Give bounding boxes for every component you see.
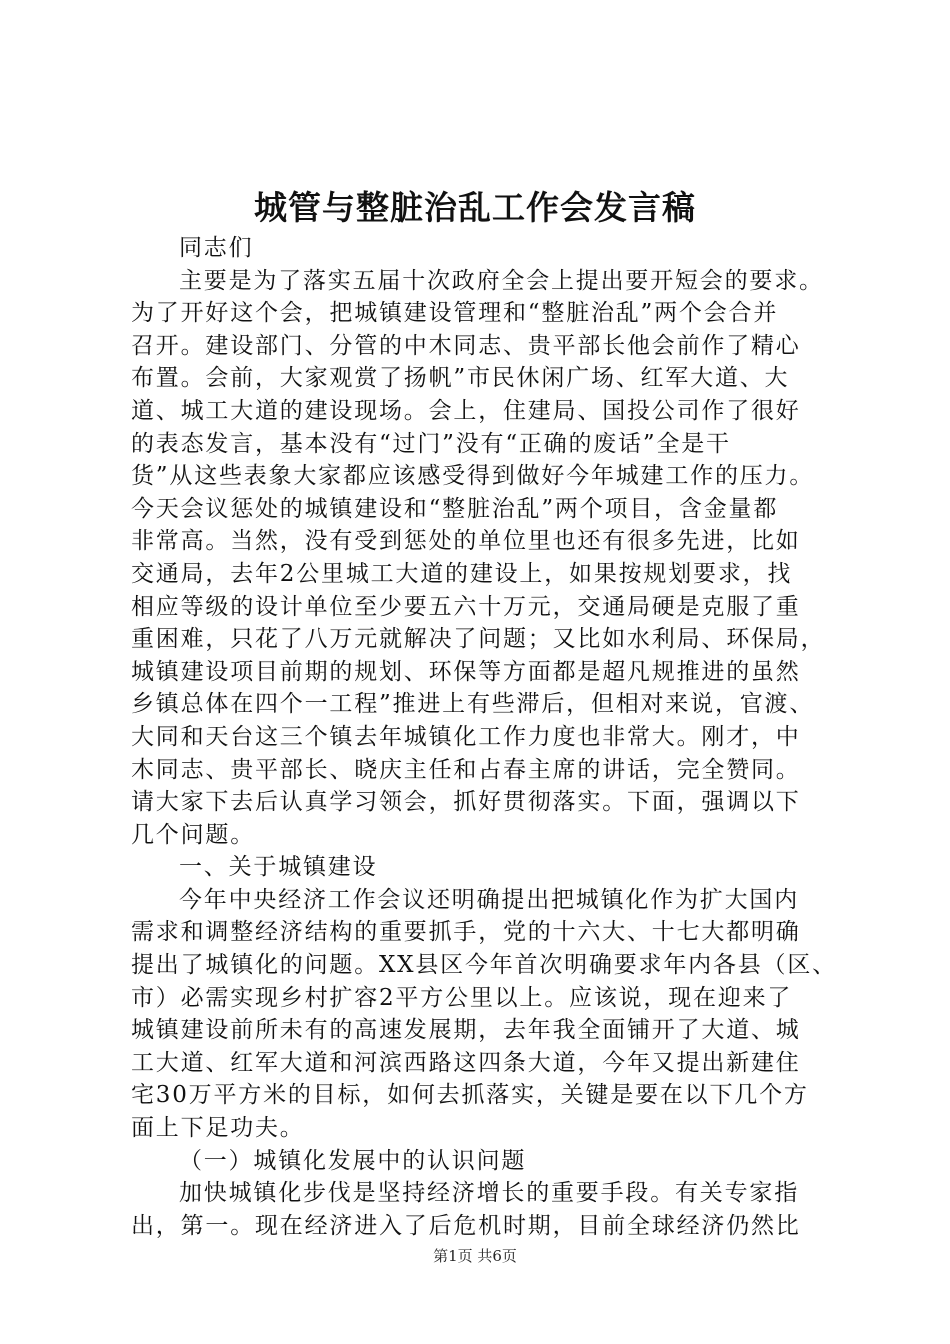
paragraph-line: 主要是为了落实五届十次政府全会上提出要开短会的要求。 — [179, 267, 824, 294]
paragraph-line: 宅30万平方米的目标，如何去抓落实，关键是要在以下几个方 — [131, 1082, 809, 1109]
paragraph-line: 面上下足功夫。 — [131, 1115, 305, 1142]
paragraph-line: 几个问题。 — [131, 821, 255, 848]
paragraph-line: 非常高。当然，没有受到惩处的单位里也还有很多先进，比如 — [131, 528, 801, 555]
paragraph-line: 召开。建设部门、分管的中木同志、贵平部长他会前作了精心 — [131, 332, 801, 359]
paragraph-line: 交通局，去年2公里城工大道的建设上，如果按规划要求，找 — [131, 560, 793, 587]
paragraph-line: 出，第一。现在经济进入了后危机时期，目前全球经济仍然比 — [131, 1212, 801, 1239]
paragraph-line: 提出了城镇化的问题。XX县区今年首次明确要求年内各县（区、 — [131, 952, 837, 979]
paragraph-line: 请大家下去后认真学习领会，抓好贯彻落实。下面，强调以下 — [131, 789, 801, 816]
paragraph-line: 为了开好这个会，把城镇建设管理和“整脏治乱”两个会合并 — [131, 300, 779, 327]
document-body — [131, 232, 837, 1242]
document-title: 城管与整脏治乱工作会发言稿 — [254, 188, 696, 227]
paragraph-line: 布置。会前，大家观赏了扬帆”市民休闲广场、红军大道、大 — [131, 365, 790, 392]
page-number-footer: 第1页 共6页 — [433, 1247, 517, 1265]
salutation: 同志们 — [179, 235, 254, 261]
paragraph-line: 今天会议惩处的城镇建设和“整脏治乱”两个项目，含金量都 — [131, 495, 779, 522]
paragraph-line: 货”从这些表象大家都应该感受得到做好今年城建工作的压力。 — [131, 463, 815, 490]
section-heading: 一、关于城镇建设 — [179, 854, 378, 881]
paragraph-line: 乡镇总体在四个一工程”推进上有些滞后，但相对来说，官渡、 — [131, 691, 815, 718]
paragraph-line: 城镇建设前所未有的高速发展期，去年我全面铺开了大道、城 — [131, 1017, 801, 1044]
paragraph-line: 大同和天台这三个镇去年城镇化工作力度也非常大。刚才，中 — [131, 723, 801, 750]
paragraph-line: 的表态发言，基本没有“过门”没有“正确的废话”全是干 — [131, 430, 731, 457]
paragraph-line: 需求和调整经济结构的重要抓手，党的十六大、十七大都明确 — [131, 919, 801, 946]
paragraph-line: 市）必需实现乡村扩容2平方公里以上。应该说，现在迎来了 — [131, 984, 793, 1011]
paragraph-line: 加快城镇化步伐是坚持经济增长的重要手段。有关专家指 — [179, 1180, 799, 1207]
paragraph-line: 城镇建设项目前期的规划、环保等方面都是超凡规推进的虽然 — [131, 658, 801, 685]
subsection-heading: （一）城镇化发展中的认识问题 — [179, 1147, 527, 1174]
paragraph-line: 今年中央经济工作会议还明确提出把城镇化作为扩大国内 — [179, 886, 799, 913]
paragraph-line: 相应等级的设计单位至少要五六十万元，交通局硬是克服了重 — [131, 593, 801, 620]
paragraph-line: 工大道、红军大道和河滨西路这四条大道，今年又提出新建住 — [131, 1049, 801, 1076]
paragraph-line: 道、城工大道的建设现场。会上，住建局、国投公司作了很好 — [131, 397, 801, 424]
paragraph-line: 木同志、贵平部长、晓庆主任和占春主席的讲话，完全赞同。 — [131, 756, 801, 783]
paragraph-line: 重困难，只花了八万元就解决了问题；又比如水利局、环保局， — [131, 626, 826, 653]
